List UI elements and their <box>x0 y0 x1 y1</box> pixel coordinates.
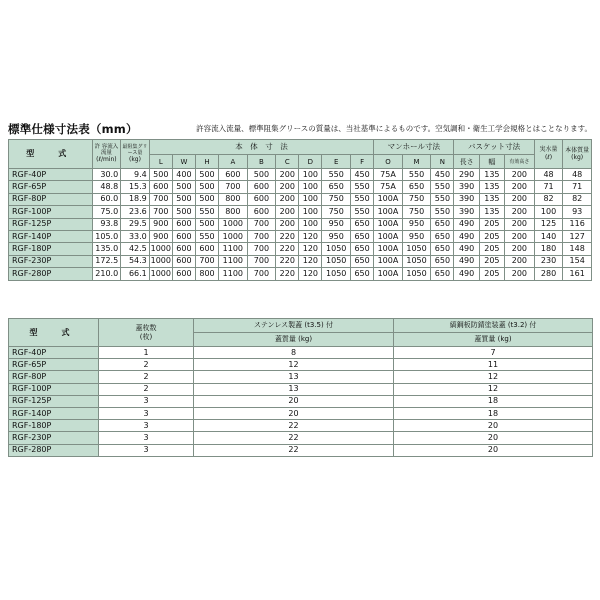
value-cell: 48 <box>534 169 563 181</box>
value-cell: 390 <box>454 193 479 205</box>
note-text: 許容流入流量、標準阻集グリースの質量は、当社基準によるものです。空気調和・衛生工学会規格とはことなります。 <box>196 124 592 133</box>
value-cell: 200 <box>276 218 299 230</box>
value-cell: 500 <box>195 193 218 205</box>
value-cell: 180 <box>534 243 563 255</box>
value-cell: 650 <box>351 230 374 242</box>
model-cell: RGF-125P <box>9 395 99 407</box>
value-cell: 3 <box>99 407 194 419</box>
value-cell: 2 <box>99 371 194 383</box>
header-mass-label: 本体質量 <box>565 146 590 154</box>
lid-header-stainless-mass: 蓋質量 (kg) <box>194 333 394 347</box>
value-cell: 500 <box>172 206 195 218</box>
value-cell: 42.5 <box>121 243 150 255</box>
value-cell: 15.3 <box>121 181 150 193</box>
value-cell: 48.8 <box>92 181 121 193</box>
value-cell: 210.0 <box>92 268 121 280</box>
dimension-table <box>8 139 592 281</box>
value-cell: 600 <box>172 243 195 255</box>
value-cell: 12 <box>394 371 593 383</box>
table-row <box>9 268 592 280</box>
value-cell: 22 <box>194 444 394 456</box>
value-cell: 20 <box>194 407 394 419</box>
value-cell: 390 <box>454 206 479 218</box>
value-cell: 93.8 <box>92 218 121 230</box>
table-row <box>9 432 593 444</box>
value-cell: 650 <box>431 255 454 267</box>
table-row <box>9 383 593 395</box>
value-cell: 135.0 <box>92 243 121 255</box>
value-cell: 200 <box>276 181 299 193</box>
value-cell: 490 <box>454 230 479 242</box>
value-cell: 3 <box>99 432 194 444</box>
model-cell: RGF-80P <box>9 371 99 383</box>
value-cell: 18.9 <box>121 193 150 205</box>
value-cell: 500 <box>195 169 218 181</box>
value-cell: 650 <box>431 243 454 255</box>
value-cell: 700 <box>247 218 276 230</box>
value-cell: 100A <box>374 255 403 267</box>
value-cell: 750 <box>402 193 431 205</box>
value-cell: 100A <box>374 268 403 280</box>
value-cell: 100A <box>374 193 403 205</box>
value-cell: 18 <box>394 407 593 419</box>
value-cell: 950 <box>322 230 351 242</box>
value-cell: 2 <box>99 359 194 371</box>
header-water-label: 実水量 <box>539 146 558 153</box>
header-flow <box>92 140 121 169</box>
value-cell: 750 <box>322 206 351 218</box>
value-cell: 490 <box>454 243 479 255</box>
value-cell: 700 <box>149 193 172 205</box>
value-cell: 22 <box>194 420 394 432</box>
value-cell: 650 <box>431 230 454 242</box>
value-cell: 200 <box>505 268 535 280</box>
header-col-width: 幅 <box>479 155 504 169</box>
value-cell: 11 <box>394 359 593 371</box>
table-row <box>9 218 592 230</box>
model-cell: RGF-180P <box>9 243 93 255</box>
value-cell: 120 <box>299 268 322 280</box>
value-cell: 220 <box>276 230 299 242</box>
value-cell: 82 <box>563 193 592 205</box>
model-cell: RGF-65P <box>9 359 99 371</box>
header-water <box>534 140 563 169</box>
header-col-H: H <box>195 155 218 169</box>
value-cell: 650 <box>351 268 374 280</box>
value-cell: 800 <box>219 193 248 205</box>
value-cell: 2 <box>99 383 194 395</box>
value-cell: 800 <box>219 206 248 218</box>
value-cell: 1100 <box>219 255 248 267</box>
model-cell: RGF-125P <box>9 218 93 230</box>
header-manhole-group: マンホール寸法 <box>374 140 454 155</box>
value-cell: 20 <box>394 420 593 432</box>
value-cell: 20 <box>394 432 593 444</box>
header-col-D: D <box>299 155 322 169</box>
value-cell: 700 <box>247 230 276 242</box>
value-cell: 9.4 <box>121 169 150 181</box>
model-cell: RGF-65P <box>9 181 93 193</box>
lid-header-steel-mass: 蓋質量 (kg) <box>394 333 593 347</box>
value-cell: 105.0 <box>92 230 121 242</box>
value-cell: 500 <box>195 218 218 230</box>
value-cell: 33.0 <box>121 230 150 242</box>
value-cell: 1100 <box>219 243 248 255</box>
header-body-group: 本 体 寸 法 <box>149 140 373 155</box>
value-cell: 172.5 <box>92 255 121 267</box>
value-cell: 550 <box>322 169 351 181</box>
header-col-length: 長さ <box>454 155 479 169</box>
header-grease-label: 最阻集グリース量 <box>122 144 148 156</box>
value-cell: 550 <box>351 206 374 218</box>
value-cell: 200 <box>505 230 535 242</box>
value-cell: 75A <box>374 169 403 181</box>
value-cell: 205 <box>479 268 504 280</box>
value-cell: 650 <box>351 218 374 230</box>
value-cell: 220 <box>276 255 299 267</box>
value-cell: 600 <box>247 193 276 205</box>
value-cell: 148 <box>563 243 592 255</box>
header-col-B: B <box>247 155 276 169</box>
value-cell: 550 <box>195 206 218 218</box>
value-cell: 30.0 <box>92 169 121 181</box>
value-cell: 550 <box>431 193 454 205</box>
value-cell: 200 <box>505 169 535 181</box>
value-cell: 200 <box>505 255 535 267</box>
value-cell: 75.0 <box>92 206 121 218</box>
value-cell: 650 <box>431 218 454 230</box>
value-cell: 490 <box>454 255 479 267</box>
value-cell: 200 <box>505 181 535 193</box>
value-cell: 1050 <box>322 255 351 267</box>
header-col-A: A <box>219 155 248 169</box>
value-cell: 550 <box>351 193 374 205</box>
value-cell: 700 <box>247 255 276 267</box>
value-cell: 700 <box>247 243 276 255</box>
value-cell: 1050 <box>322 243 351 255</box>
value-cell: 550 <box>351 181 374 193</box>
value-cell: 950 <box>322 218 351 230</box>
value-cell: 230 <box>534 255 563 267</box>
value-cell: 700 <box>149 206 172 218</box>
value-cell: 82 <box>534 193 563 205</box>
header-flow-unit: (ℓ/min) <box>96 156 117 163</box>
value-cell: 950 <box>402 218 431 230</box>
value-cell: 1050 <box>402 255 431 267</box>
table-row <box>9 407 593 419</box>
header-mass-unit: (kg) <box>571 153 584 161</box>
table-row <box>9 193 592 205</box>
value-cell: 500 <box>172 181 195 193</box>
table-row <box>9 255 592 267</box>
model-cell: RGF-40P <box>9 169 93 181</box>
value-cell: 205 <box>479 218 504 230</box>
value-cell: 650 <box>322 181 351 193</box>
lid-header-count-label: 蓋枚数 <box>135 323 157 332</box>
value-cell: 100 <box>299 218 322 230</box>
value-cell: 135 <box>479 169 504 181</box>
value-cell: 135 <box>479 181 504 193</box>
value-cell: 125 <box>534 218 563 230</box>
value-cell: 140 <box>534 230 563 242</box>
value-cell: 390 <box>454 181 479 193</box>
value-cell: 154 <box>563 255 592 267</box>
title-row <box>8 121 592 137</box>
model-cell: RGF-230P <box>9 255 93 267</box>
header-col-O: O <box>374 155 403 169</box>
value-cell: 600 <box>172 230 195 242</box>
value-cell: 750 <box>322 193 351 205</box>
value-cell: 93 <box>563 206 592 218</box>
value-cell: 3 <box>99 420 194 432</box>
value-cell: 400 <box>172 169 195 181</box>
value-cell: 66.1 <box>121 268 150 280</box>
value-cell: 100A <box>374 206 403 218</box>
lid-header-steel: 縞鋼板防錆塗装蓋 (t3.2) 付 <box>394 319 593 333</box>
value-cell: 650 <box>431 268 454 280</box>
model-cell: RGF-40P <box>9 347 99 359</box>
value-cell: 20 <box>394 444 593 456</box>
value-cell: 127 <box>563 230 592 242</box>
value-cell: 20 <box>194 395 394 407</box>
value-cell: 200 <box>276 206 299 218</box>
value-cell: 205 <box>479 230 504 242</box>
value-cell: 500 <box>195 181 218 193</box>
header-col-effective-height: 有効高さ <box>505 155 535 169</box>
value-cell: 550 <box>195 230 218 242</box>
header-grease <box>121 140 150 169</box>
lid-header-model: 型 式 <box>9 319 99 347</box>
value-cell: 200 <box>505 243 535 255</box>
value-cell: 22 <box>194 432 394 444</box>
value-cell: 23.6 <box>121 206 150 218</box>
value-cell: 220 <box>276 243 299 255</box>
value-cell: 550 <box>402 169 431 181</box>
value-cell: 205 <box>479 243 504 255</box>
value-cell: 120 <box>299 243 322 255</box>
value-cell: 120 <box>299 230 322 242</box>
table-row <box>9 420 593 432</box>
header-basket-group: バスケット寸法 <box>454 140 534 155</box>
value-cell: 220 <box>276 268 299 280</box>
table-row <box>9 230 592 242</box>
header-col-W: W <box>172 155 195 169</box>
model-cell: RGF-230P <box>9 432 99 444</box>
model-cell: RGF-180P <box>9 420 99 432</box>
value-cell: 500 <box>247 169 276 181</box>
value-cell: 54.3 <box>121 255 150 267</box>
header-col-C: C <box>276 155 299 169</box>
value-cell: 290 <box>454 169 479 181</box>
value-cell: 200 <box>505 193 535 205</box>
lid-table <box>8 318 593 457</box>
value-cell: 13 <box>194 383 394 395</box>
value-cell: 900 <box>149 218 172 230</box>
header-col-E: E <box>322 155 351 169</box>
value-cell: 8 <box>194 347 394 359</box>
header-model: 型 式 <box>9 140 93 169</box>
table-row <box>9 181 592 193</box>
header-mass <box>563 140 592 169</box>
value-cell: 950 <box>402 230 431 242</box>
value-cell: 7 <box>394 347 593 359</box>
value-cell: 100A <box>374 218 403 230</box>
page-title: 標準仕様寸法表（mm） <box>8 122 138 136</box>
value-cell: 700 <box>219 181 248 193</box>
header-flow-label: 許 容流入流量 <box>94 144 119 156</box>
table-row <box>9 444 593 456</box>
table-row <box>9 347 593 359</box>
value-cell: 650 <box>351 243 374 255</box>
header-grease-unit: (kg) <box>128 156 141 163</box>
value-cell: 1000 <box>219 218 248 230</box>
value-cell: 550 <box>431 206 454 218</box>
value-cell: 900 <box>149 230 172 242</box>
value-cell: 1050 <box>322 268 351 280</box>
value-cell: 1100 <box>219 268 248 280</box>
value-cell: 3 <box>99 444 194 456</box>
value-cell: 205 <box>479 255 504 267</box>
value-cell: 116 <box>563 218 592 230</box>
value-cell: 60.0 <box>92 193 121 205</box>
table-row <box>9 371 593 383</box>
value-cell: 600 <box>172 255 195 267</box>
value-cell: 700 <box>247 268 276 280</box>
value-cell: 71 <box>563 181 592 193</box>
value-cell: 12 <box>194 359 394 371</box>
value-cell: 550 <box>431 181 454 193</box>
model-cell: RGF-140P <box>9 407 99 419</box>
value-cell: 490 <box>454 268 479 280</box>
header-col-M: M <box>402 155 431 169</box>
value-cell: 100 <box>534 206 563 218</box>
value-cell: 135 <box>479 193 504 205</box>
value-cell: 600 <box>172 268 195 280</box>
value-cell: 1050 <box>402 268 431 280</box>
value-cell: 650 <box>351 255 374 267</box>
lid-header-count-unit: (枚) <box>139 332 153 341</box>
value-cell: 3 <box>99 395 194 407</box>
header-col-L: L <box>149 155 172 169</box>
value-cell: 600 <box>247 181 276 193</box>
value-cell: 600 <box>149 181 172 193</box>
header-water-unit: (ℓ) <box>544 154 553 161</box>
value-cell: 100 <box>299 169 322 181</box>
value-cell: 120 <box>299 255 322 267</box>
model-cell: RGF-280P <box>9 268 93 280</box>
value-cell: 200 <box>276 193 299 205</box>
value-cell: 100 <box>299 193 322 205</box>
value-cell: 161 <box>563 268 592 280</box>
header-col-F: F <box>351 155 374 169</box>
lid-header-count <box>99 319 194 347</box>
model-cell: RGF-80P <box>9 193 93 205</box>
model-cell: RGF-140P <box>9 230 93 242</box>
value-cell: 450 <box>351 169 374 181</box>
value-cell: 1000 <box>149 243 172 255</box>
value-cell: 600 <box>172 218 195 230</box>
value-cell: 500 <box>149 169 172 181</box>
value-cell: 650 <box>402 181 431 193</box>
value-cell: 450 <box>431 169 454 181</box>
value-cell: 135 <box>479 206 504 218</box>
model-cell: RGF-100P <box>9 206 93 218</box>
value-cell: 200 <box>505 206 535 218</box>
value-cell: 75A <box>374 181 403 193</box>
value-cell: 29.5 <box>121 218 150 230</box>
value-cell: 13 <box>194 371 394 383</box>
value-cell: 1000 <box>219 230 248 242</box>
model-cell: RGF-280P <box>9 444 99 456</box>
value-cell: 700 <box>195 255 218 267</box>
value-cell: 100A <box>374 230 403 242</box>
lid-header-stainless: ステンレス製蓋 (t3.5) 付 <box>194 319 394 333</box>
value-cell: 100 <box>299 181 322 193</box>
value-cell: 600 <box>195 243 218 255</box>
table-row <box>9 169 592 181</box>
value-cell: 280 <box>534 268 563 280</box>
value-cell: 100A <box>374 243 403 255</box>
table-row <box>9 359 593 371</box>
value-cell: 800 <box>195 268 218 280</box>
value-cell: 500 <box>172 193 195 205</box>
value-cell: 1000 <box>149 255 172 267</box>
header-col-N: N <box>431 155 454 169</box>
value-cell: 1050 <box>402 243 431 255</box>
value-cell: 1 <box>99 347 194 359</box>
value-cell: 200 <box>505 218 535 230</box>
value-cell: 12 <box>394 383 593 395</box>
value-cell: 490 <box>454 218 479 230</box>
value-cell: 600 <box>219 169 248 181</box>
value-cell: 600 <box>247 206 276 218</box>
value-cell: 750 <box>402 206 431 218</box>
value-cell: 71 <box>534 181 563 193</box>
table-row <box>9 206 592 218</box>
value-cell: 100 <box>299 206 322 218</box>
table-row <box>9 395 593 407</box>
model-cell: RGF-100P <box>9 383 99 395</box>
table-row <box>9 243 592 255</box>
value-cell: 18 <box>394 395 593 407</box>
value-cell: 48 <box>563 169 592 181</box>
value-cell: 1000 <box>149 268 172 280</box>
value-cell: 200 <box>276 169 299 181</box>
